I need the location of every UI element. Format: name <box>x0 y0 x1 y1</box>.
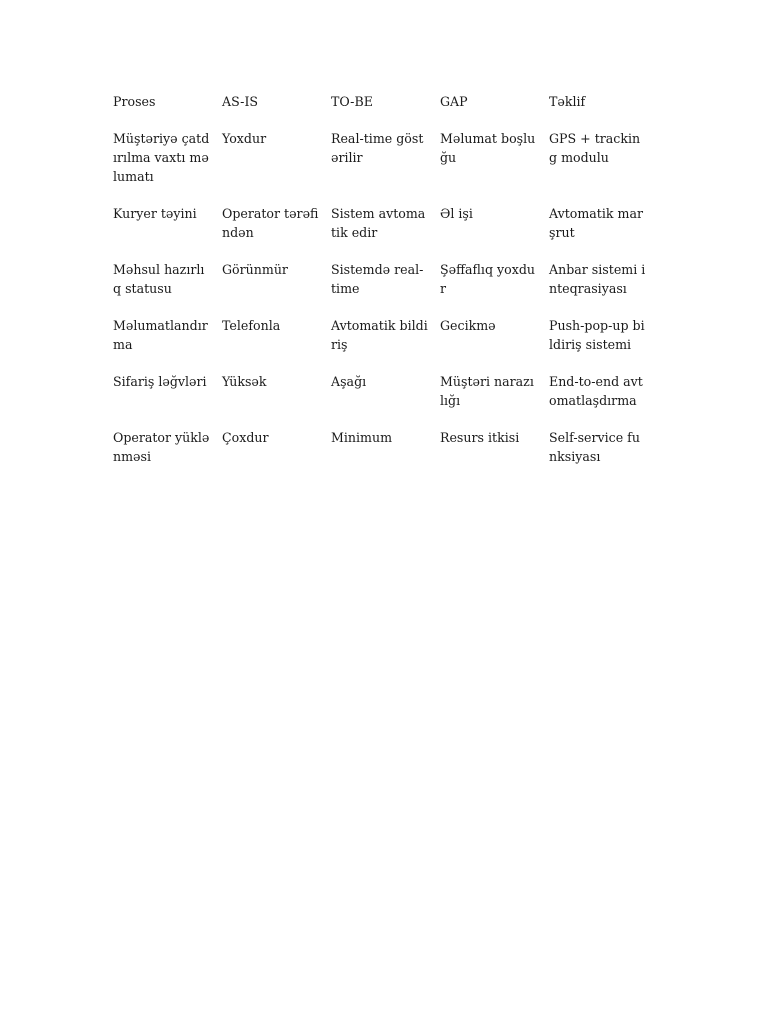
process-gap-table <box>107 86 652 478</box>
table-cell: Minimum <box>331 430 393 445</box>
table-cell: GPS + tracking modulu <box>549 131 641 165</box>
header-cell-as-is: AS-IS <box>222 94 259 109</box>
table-cell: Yoxdur <box>222 131 267 146</box>
table-cell: Sifariş ləğvləri <box>113 374 207 389</box>
table-header-row <box>107 86 652 123</box>
table-cell: Çoxdur <box>222 430 269 445</box>
table-cell: Yüksək <box>222 374 267 389</box>
table-cell: Görünmür <box>222 262 288 277</box>
table-cell: Telefonla <box>222 318 281 333</box>
table-cell: Anbar sistemi inteqrasiyası <box>549 262 646 296</box>
table-cell: Müştəri narazılığı <box>440 374 534 408</box>
table-row <box>107 198 652 254</box>
table-cell: Sistemdə real-time <box>331 262 424 296</box>
table-row <box>107 310 652 366</box>
table-cell: Gecikmə <box>440 318 496 333</box>
table-cell: Əl işi <box>440 206 473 221</box>
table-row <box>107 123 652 198</box>
header-cell-teklif: Təklif <box>549 94 586 109</box>
table-cell: Şəffaflıq yoxdur <box>440 262 536 296</box>
header-cell-proses: Proses <box>113 94 156 109</box>
table-cell: Müştəriyə çatdırılma vaxtı məlumatı <box>113 131 210 184</box>
table-cell: Məhsul hazırlıq statusu <box>113 262 205 296</box>
table-cell: Avtomatik bildiriş <box>331 318 428 352</box>
table-cell: Resurs itkisi <box>440 430 520 445</box>
table-cell: Kuryer təyini <box>113 206 197 221</box>
header-cell-gap: GAP <box>440 94 468 109</box>
table-cell: Avtomatik marşrut <box>549 206 643 240</box>
table-cell: Real-time göstərilir <box>331 131 424 165</box>
table-cell: Məlumatlandırma <box>113 318 208 352</box>
table-cell: Operator tərəfindən <box>222 206 319 240</box>
table-cell: End-to-end avtomatlaşdırma <box>549 374 643 408</box>
table-row <box>107 366 652 422</box>
table-cell: Push-pop-up bildiriş sistemi <box>549 318 645 352</box>
table-cell: Sistem avtomatik edir <box>331 206 426 240</box>
table-cell: Self-service funksiyası <box>549 430 640 464</box>
table-cell: Operator yüklənməsi <box>113 430 210 464</box>
table-cell: Aşağı <box>331 374 367 389</box>
table-row <box>107 422 652 478</box>
header-cell-to-be: TO-BE <box>331 94 373 109</box>
table-cell: Məlumat boşluğu <box>440 131 536 165</box>
table-row <box>107 254 652 310</box>
